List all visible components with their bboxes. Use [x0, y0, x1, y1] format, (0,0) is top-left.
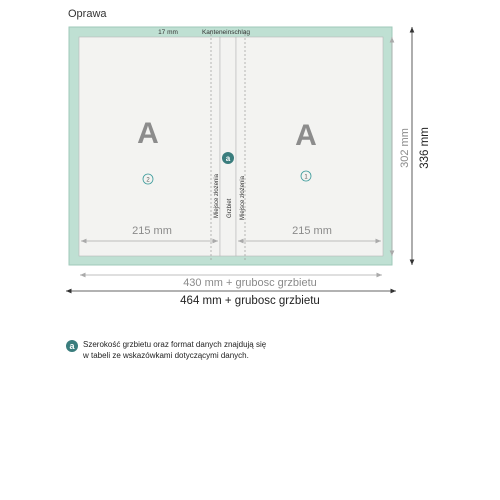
- turn-in-measure: 17 mm: [158, 29, 178, 36]
- right-panel-letter: A: [295, 119, 317, 152]
- left-panel-letter: A: [137, 117, 159, 150]
- page-title: Oprawa: [68, 8, 107, 20]
- fold-label-right: Miejsce złożenia: [240, 175, 246, 220]
- left-page-number: 2: [146, 177, 150, 184]
- spine-panel: [220, 37, 236, 256]
- outer-total-label: 464 mm + grubosc grzbietu: [180, 295, 320, 307]
- outer-height-label: 336 mm: [419, 127, 431, 169]
- spine-marker-letter: a: [225, 154, 231, 163]
- fold-label-left: Miejsce złożenia: [214, 173, 220, 218]
- spine-label: Grzbiet: [227, 198, 233, 218]
- footnote-line-1: Szerokość grzbietu oraz format danych znajdują się: [83, 340, 267, 349]
- inner-total-label: 430 mm + grubosc grzbietu: [183, 277, 317, 289]
- turn-in-label: Kanteneinschlag: [201, 29, 251, 36]
- right-width-label: 215 mm: [292, 225, 332, 237]
- right-page-number: 1: [304, 174, 308, 181]
- footnote-line-2: w tabeli ze wskazówkami dotyczącymi danych.: [83, 351, 249, 360]
- left-width-label: 215 mm: [132, 225, 172, 237]
- footnote-marker-badge: a: [66, 340, 78, 352]
- inner-height-label: 302 mm: [399, 128, 411, 168]
